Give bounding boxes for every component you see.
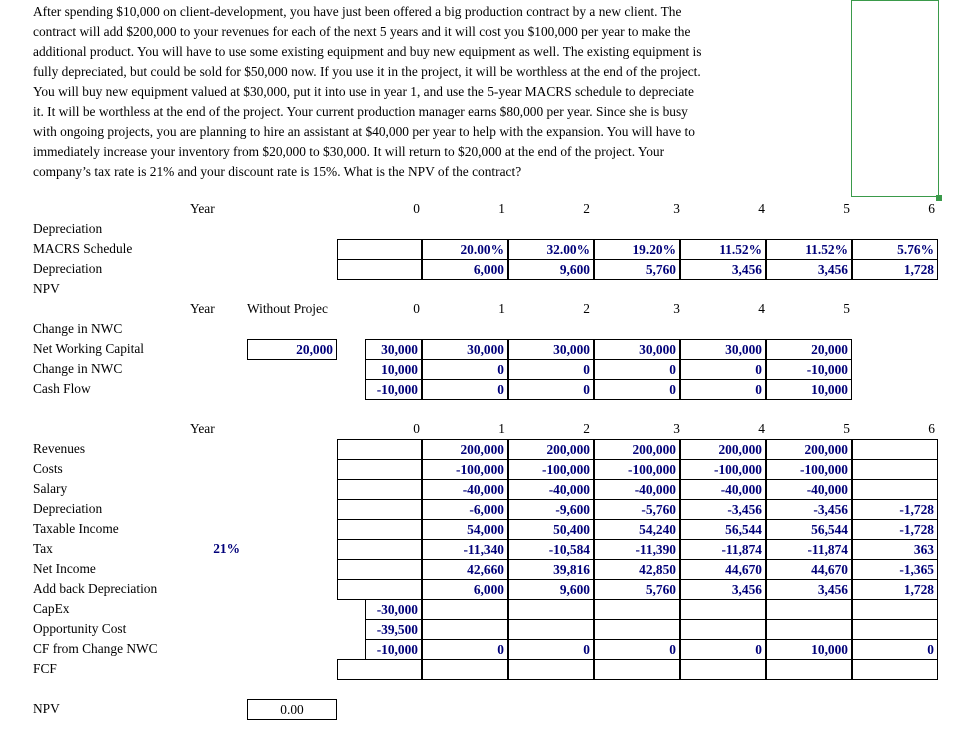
empty-cell[interactable] (337, 539, 422, 560)
cost-cell[interactable]: -100,000 (422, 459, 508, 480)
fcf-cell[interactable] (680, 659, 766, 680)
year-header: 5 (843, 201, 850, 216)
salary-cell[interactable]: -40,000 (594, 479, 680, 500)
depreciation-cell[interactable]: 9,600 (508, 259, 594, 280)
row-label: Revenues (33, 441, 86, 456)
empty-cell[interactable] (680, 599, 766, 620)
problem-line: immediately increase your inventory from $20,000 to $30,000. It will return to $20,000 at the end of the project. Your (33, 144, 665, 159)
row-label: Depreciation (33, 221, 103, 236)
cost-cell[interactable]: -100,000 (680, 459, 766, 480)
revenue-cell[interactable]: 200,000 (766, 439, 852, 460)
nwc-change-cell[interactable]: 0 (594, 359, 680, 380)
fcf-depreciation-cell[interactable]: -5,760 (594, 499, 680, 520)
nwc-cell[interactable]: 30,000 (422, 339, 508, 360)
macrs-cell[interactable]: 19.20% (594, 239, 680, 260)
fcf-cell[interactable] (766, 659, 852, 680)
add-back-cell[interactable]: 5,760 (594, 579, 680, 600)
add-back-cell[interactable]: 3,456 (766, 579, 852, 600)
nwc-change-cell[interactable]: -10,000 (766, 359, 852, 380)
year-header: 2 (583, 421, 590, 436)
revenue-cell[interactable]: 200,000 (508, 439, 594, 460)
nwc-change-cell[interactable]: 10,000 (365, 359, 422, 380)
net-income-cell[interactable]: 44,670 (766, 559, 852, 580)
problem-line: You will buy new equipment valued at $30,000, put it into use in year 1, and use the 5-year MACRS schedule to depreciate (33, 84, 694, 99)
macrs-cell[interactable]: 11.52% (680, 239, 766, 260)
year-header: 2 (583, 301, 590, 316)
empty-cell[interactable] (852, 479, 938, 500)
tax-rate: 21% (213, 541, 240, 556)
depreciation-cell[interactable]: 3,456 (766, 259, 852, 280)
cf-nwc-cell[interactable]: 0 (508, 639, 594, 660)
fcf-depreciation-cell[interactable]: -3,456 (766, 499, 852, 520)
taxable-income-cell[interactable]: -1,728 (852, 519, 938, 540)
macrs-cell[interactable]: 5.76% (852, 239, 938, 260)
cost-cell[interactable]: -100,000 (594, 459, 680, 480)
capex-cell[interactable]: -30,000 (365, 599, 422, 620)
taxable-income-cell[interactable]: 56,544 (680, 519, 766, 540)
net-income-cell[interactable]: 44,670 (680, 559, 766, 580)
fcf-cell[interactable] (422, 659, 508, 680)
net-income-cell[interactable]: 42,850 (594, 559, 680, 580)
year-header: 5 (843, 301, 850, 316)
npv-label: NPV (33, 701, 60, 716)
year-header: 6 (928, 421, 935, 436)
revenue-cell[interactable]: 200,000 (680, 439, 766, 460)
cf-nwc-cell[interactable]: 0 (852, 639, 938, 660)
row-label: Net Working Capital (33, 341, 144, 356)
taxable-income-cell[interactable]: 54,000 (422, 519, 508, 540)
taxable-income-cell[interactable]: 56,544 (766, 519, 852, 540)
row-label: Depreciation (33, 261, 103, 276)
net-income-cell[interactable]: 42,660 (422, 559, 508, 580)
cf-nwc-cell[interactable]: 0 (422, 639, 508, 660)
empty-cell[interactable] (852, 439, 938, 460)
nwc-cashflow-cell[interactable]: 10,000 (766, 379, 852, 400)
row-label: Change in NWC (33, 321, 123, 336)
empty-cell[interactable] (508, 599, 594, 620)
npv-value-cell[interactable]: 0.00 (247, 699, 337, 720)
problem-line: After spending $10,000 on client-development, you have just been offered a big production contract by a new client. The (33, 4, 682, 19)
empty-cell[interactable] (766, 619, 852, 640)
year-label: Year (190, 201, 215, 216)
year-header: 3 (673, 421, 680, 436)
fcf-depreciation-cell[interactable]: -9,600 (508, 499, 594, 520)
nwc-change-cell[interactable]: 0 (680, 359, 766, 380)
nwc-without-cell[interactable]: 20,000 (247, 339, 337, 360)
tax-cell[interactable]: -11,340 (422, 539, 508, 560)
macrs-cell[interactable]: 32.00% (508, 239, 594, 260)
nwc-cell[interactable]: 20,000 (766, 339, 852, 360)
fcf-cell[interactable] (594, 659, 680, 680)
problem-line: contract will add $200,000 to your revenues for each of the next 5 years and it will cost you $100,000 per year to make the (33, 24, 691, 39)
depreciation-cell[interactable]: 1,728 (852, 259, 938, 280)
add-back-cell[interactable]: 1,728 (852, 579, 938, 600)
empty-cell[interactable] (508, 619, 594, 640)
row-label: FCF (33, 661, 57, 676)
row-label: Salary (33, 481, 68, 496)
depreciation-cell[interactable]: 5,760 (594, 259, 680, 280)
cf-nwc-cell[interactable]: 10,000 (766, 639, 852, 660)
empty-cell[interactable] (337, 519, 422, 540)
year-header: 2 (583, 201, 590, 216)
empty-cell[interactable] (680, 619, 766, 640)
fcf-cell[interactable] (508, 659, 594, 680)
revenue-cell[interactable]: 200,000 (594, 439, 680, 460)
nwc-cashflow-cell[interactable]: 0 (680, 379, 766, 400)
nwc-cell[interactable]: 30,000 (508, 339, 594, 360)
problem-line: company’s tax rate is 21% and your discount rate is 15%. What is the NPV of the contract? (33, 164, 522, 179)
selected-cell-outline[interactable] (851, 0, 939, 197)
empty-cell[interactable] (337, 499, 422, 520)
year-label: Year (190, 301, 215, 316)
cost-cell[interactable]: -100,000 (508, 459, 594, 480)
salary-cell[interactable]: -40,000 (508, 479, 594, 500)
year-header: 4 (758, 201, 765, 216)
year-header: 0 (413, 201, 420, 216)
nwc-cashflow-cell[interactable]: 0 (422, 379, 508, 400)
row-label: CapEx (33, 601, 70, 616)
nwc-cashflow-cell[interactable]: 0 (594, 379, 680, 400)
row-label: Cash Flow (33, 381, 91, 396)
depreciation-cell[interactable]: 6,000 (422, 259, 508, 280)
empty-cell[interactable] (594, 599, 680, 620)
row-label: Net Income (33, 561, 96, 576)
nwc-cell[interactable]: 30,000 (594, 339, 680, 360)
taxable-income-cell[interactable]: 50,400 (508, 519, 594, 540)
empty-cell[interactable] (337, 239, 422, 260)
empty-cell[interactable] (337, 579, 422, 600)
year-header: 1 (498, 421, 505, 436)
fcf-cell[interactable] (852, 659, 938, 680)
row-label: Change in NWC (33, 361, 123, 376)
empty-cell[interactable] (422, 619, 508, 640)
macrs-cell[interactable]: 11.52% (766, 239, 852, 260)
fcf-depreciation-cell[interactable]: -3,456 (680, 499, 766, 520)
empty-cell[interactable] (594, 619, 680, 640)
problem-line: fully depreciated, but could be sold for $50,000 now. If you use it in the project, it will be worthless at the end of the project. (33, 64, 701, 79)
taxable-income-cell[interactable]: 54,240 (594, 519, 680, 540)
year-header: 1 (498, 301, 505, 316)
macrs-cell[interactable]: 20.00% (422, 239, 508, 260)
fcf-depreciation-cell[interactable]: -1,728 (852, 499, 938, 520)
row-label: Opportunity Cost (33, 621, 127, 636)
row-label: Taxable Income (33, 521, 119, 536)
fcf-cell[interactable] (337, 659, 422, 680)
cf-nwc-cell[interactable]: 0 (680, 639, 766, 660)
empty-cell[interactable] (337, 439, 422, 460)
empty-cell[interactable] (337, 459, 422, 480)
year-header: 3 (673, 301, 680, 316)
add-back-cell[interactable]: 6,000 (422, 579, 508, 600)
row-label: MACRS Schedule (33, 241, 133, 256)
year-header: 0 (413, 421, 420, 436)
row-label: Add back Depreciation (33, 581, 158, 596)
opportunity-cost-cell[interactable]: -39,500 (365, 619, 422, 640)
tax-cell[interactable]: -10,584 (508, 539, 594, 560)
row-label: Tax (33, 541, 53, 556)
nwc-change-cell[interactable]: 0 (508, 359, 594, 380)
problem-statement (33, 2, 773, 182)
year-header: 3 (673, 201, 680, 216)
depreciation-cell[interactable]: 3,456 (680, 259, 766, 280)
salary-cell[interactable]: -40,000 (422, 479, 508, 500)
without-project-label: Without Projec (247, 301, 328, 316)
empty-cell[interactable] (852, 599, 938, 620)
nwc-cashflow-cell[interactable]: -10,000 (365, 379, 422, 400)
problem-line: it. It will be worthless at the end of the project. Your current production manager earns $80,000 per year. Since she is busy (33, 104, 688, 119)
problem-line: with ongoing projects, you are planning to hire an assistant at $40,000 per year to help with the expansion. You will have to (33, 124, 695, 139)
year-header: 0 (413, 301, 420, 316)
empty-cell[interactable] (422, 599, 508, 620)
empty-cell[interactable] (852, 619, 938, 640)
empty-cell[interactable] (337, 259, 422, 280)
nwc-cell[interactable]: 30,000 (680, 339, 766, 360)
row-label: Costs (33, 461, 63, 476)
fill-handle[interactable] (936, 195, 942, 201)
cost-cell[interactable]: -100,000 (766, 459, 852, 480)
net-income-cell[interactable]: 39,816 (508, 559, 594, 580)
empty-cell[interactable] (337, 559, 422, 580)
nwc-cell[interactable]: 30,000 (365, 339, 422, 360)
net-income-cell[interactable]: -1,365 (852, 559, 938, 580)
year-header: 6 (928, 201, 935, 216)
row-label: Depreciation (33, 501, 103, 516)
row-label: NPV (33, 281, 60, 296)
nwc-cashflow-cell[interactable]: 0 (508, 379, 594, 400)
nwc-change-cell[interactable]: 0 (422, 359, 508, 380)
add-back-cell[interactable]: 3,456 (680, 579, 766, 600)
cf-nwc-cell[interactable]: -10,000 (365, 639, 422, 660)
tax-cell[interactable]: -11,874 (766, 539, 852, 560)
year-label: Year (190, 421, 215, 436)
tax-cell[interactable]: -11,390 (594, 539, 680, 560)
salary-cell[interactable]: -40,000 (680, 479, 766, 500)
empty-cell[interactable] (852, 459, 938, 480)
cf-nwc-cell[interactable]: 0 (594, 639, 680, 660)
empty-cell[interactable] (337, 479, 422, 500)
year-header: 1 (498, 201, 505, 216)
year-header: 4 (758, 421, 765, 436)
fcf-depreciation-cell[interactable]: -6,000 (422, 499, 508, 520)
add-back-cell[interactable]: 9,600 (508, 579, 594, 600)
tax-cell[interactable]: 363 (852, 539, 938, 560)
tax-cell[interactable]: -11,874 (680, 539, 766, 560)
year-header: 5 (843, 421, 850, 436)
year-header: 4 (758, 301, 765, 316)
salary-cell[interactable]: -40,000 (766, 479, 852, 500)
problem-line: additional product. You will have to use some existing equipment and buy new equipment as well. The existing equipment is (33, 44, 702, 59)
empty-cell[interactable] (766, 599, 852, 620)
revenue-cell[interactable]: 200,000 (422, 439, 508, 460)
row-label: CF from Change NWC (33, 641, 158, 656)
